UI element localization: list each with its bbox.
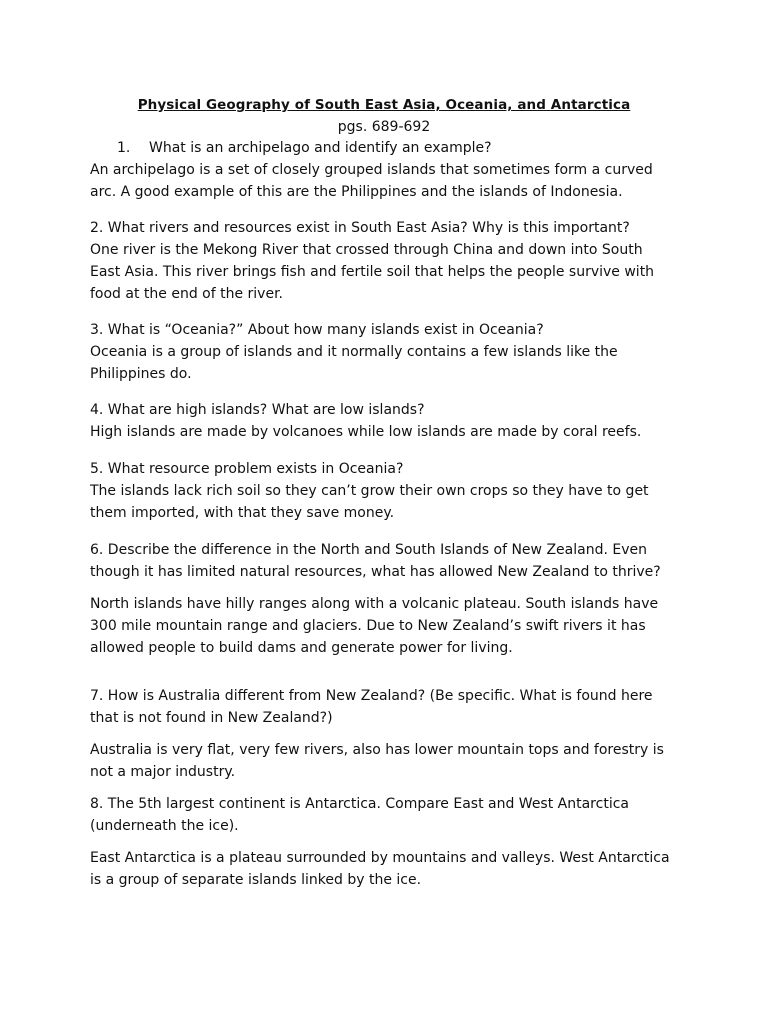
question-1-number: 1. xyxy=(117,140,131,156)
answer-line: East Asia. This river brings fish and fertile soil that helps the people survive with xyxy=(90,264,655,280)
question-line: that is not found in New Zealand?) xyxy=(90,710,333,726)
answer-line: 300 mile mountain range and glaciers. Due to New Zealand’s swift rivers it has xyxy=(90,618,646,634)
question-line: 4. What are high islands? What are low islands? xyxy=(90,402,425,418)
answer-8 xyxy=(90,847,690,891)
question-6 xyxy=(90,539,690,583)
answer-1 xyxy=(90,159,690,203)
answer-line: Australia is very flat, very few rivers, also has lower mountain tops and forestry is xyxy=(90,742,664,758)
answer-line: not a major industry. xyxy=(90,764,236,780)
answer-line: arc. A good example of this are the Philippines and the islands of Indonesia. xyxy=(90,184,623,200)
answer-line: them imported, with that they save money. xyxy=(90,505,395,521)
question-5 xyxy=(90,458,690,524)
question-2 xyxy=(90,217,690,305)
answer-line: An archipelago is a set of closely grouped islands that sometimes form a curved xyxy=(90,162,653,178)
question-1 xyxy=(117,137,492,159)
question-3 xyxy=(90,319,690,385)
question-8 xyxy=(90,793,690,837)
answer-7 xyxy=(90,739,690,783)
answer-line: The islands lack rich soil so they can’t grow their own crops so they have to get xyxy=(90,483,649,499)
question-line: 3. What is “Oceania?” About how many islands exist in Oceania? xyxy=(90,322,544,338)
question-line: 6. Describe the difference in the North and South Islands of New Zealand. Even xyxy=(90,542,647,558)
answer-line: One river is the Mekong River that crossed through China and down into South xyxy=(90,242,643,258)
answer-line: East Antarctica is a plateau surrounded by mountains and valleys. West Antarctica xyxy=(90,850,670,866)
answer-line: allowed people to build dams and generate power for living. xyxy=(90,640,513,656)
answer-line: North islands have hilly ranges along with a volcanic plateau. South islands have xyxy=(90,596,659,612)
answer-line: Philippines do. xyxy=(90,366,192,382)
question-4 xyxy=(90,399,690,443)
answer-line: Oceania is a group of islands and it normally contains a few islands like the xyxy=(90,344,618,360)
document-title: Physical Geography of South East Asia, Oceania, and Antarctica xyxy=(137,97,631,113)
question-line: 5. What resource problem exists in Oceania? xyxy=(90,461,404,477)
question-line: though it has limited natural resources, what has allowed New Zealand to thrive? xyxy=(90,564,661,580)
answer-line: food at the end of the river. xyxy=(90,286,283,302)
question-line: (underneath the ice). xyxy=(90,818,239,834)
page-range: pgs. 689-692 xyxy=(337,119,431,135)
question-1-text: What is an archipelago and identify an example? xyxy=(149,140,492,156)
answer-line: is a group of separate islands linked by the ice. xyxy=(90,872,422,888)
answer-6 xyxy=(90,593,690,659)
question-line: 8. The 5th largest continent is Antarctica. Compare East and West Antarctica xyxy=(90,796,629,812)
question-line: 7. How is Australia different from New Zealand? (Be specific. What is found here xyxy=(90,688,653,704)
answer-line: High islands are made by volcanoes while low islands are made by coral reefs. xyxy=(90,424,642,440)
question-line: 2. What rivers and resources exist in South East Asia? Why is this important? xyxy=(90,220,630,236)
question-7 xyxy=(90,685,690,729)
